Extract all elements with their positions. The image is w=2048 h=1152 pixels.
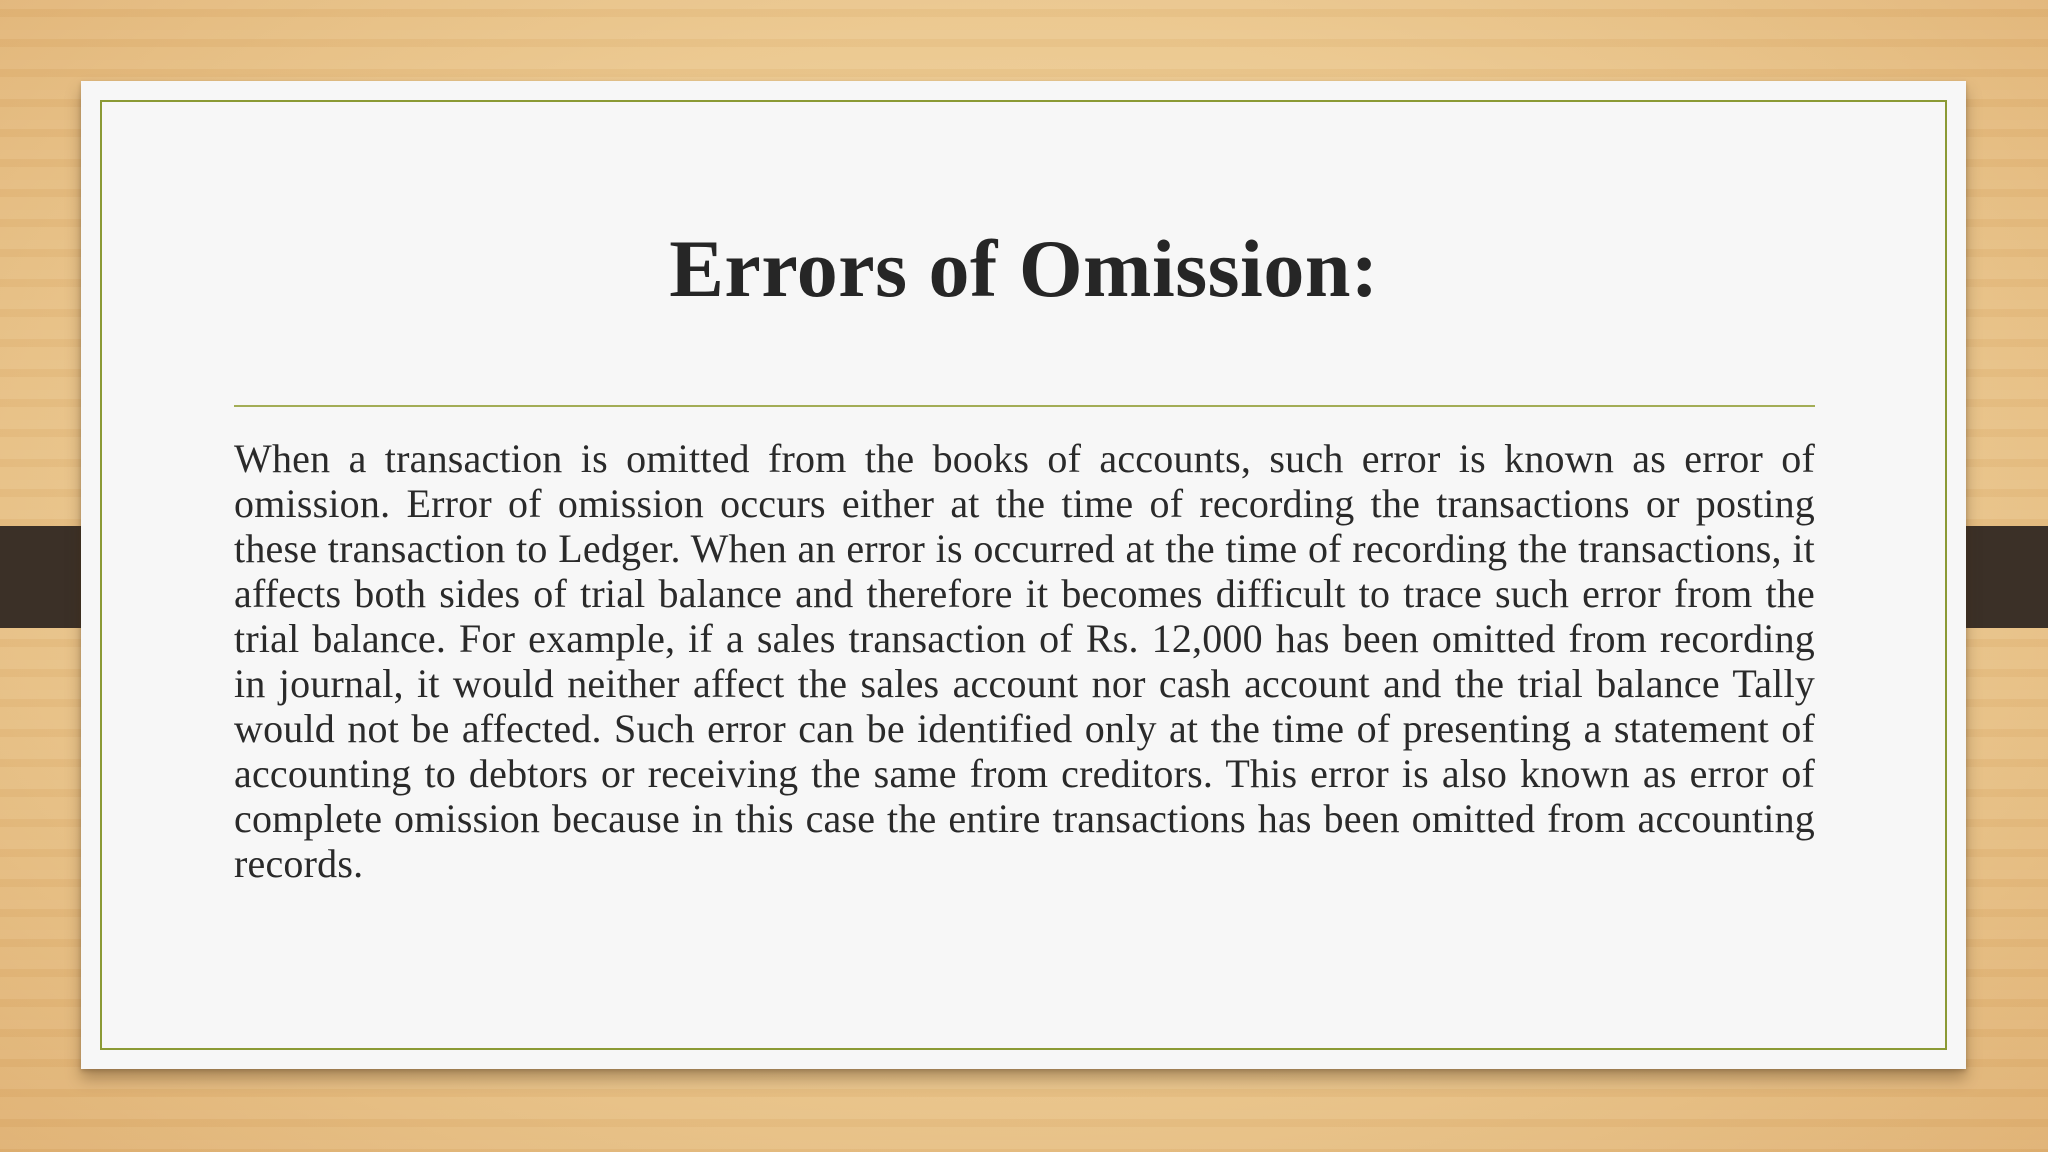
title-divider	[234, 405, 1815, 407]
slide-body-text: When a transaction is omitted from the books of accounts, such error is known as error of omission. Error of omission occurs either at the time of recording the transactions or posting these transaction to Ledger. When an error is occurred at the time of recording the transactions, it affects both sides of trial balance and therefore it becomes difficult to trace such error from the trial balance. For example, if a sales transaction of Rs. 12,000 has been omitted from recording in journal, it would neither affect the sales account nor cash account and the trial balance Tally would not be affected. Such error can be identified only at the time of presenting a statement of accounting to debtors or receiving the same from creditors. This error is also known as error of complete omission because in this case the entire transactions has been omitted from accounting records.	[234, 436, 1815, 886]
slide-title: Errors of Omission:	[669, 223, 1379, 314]
